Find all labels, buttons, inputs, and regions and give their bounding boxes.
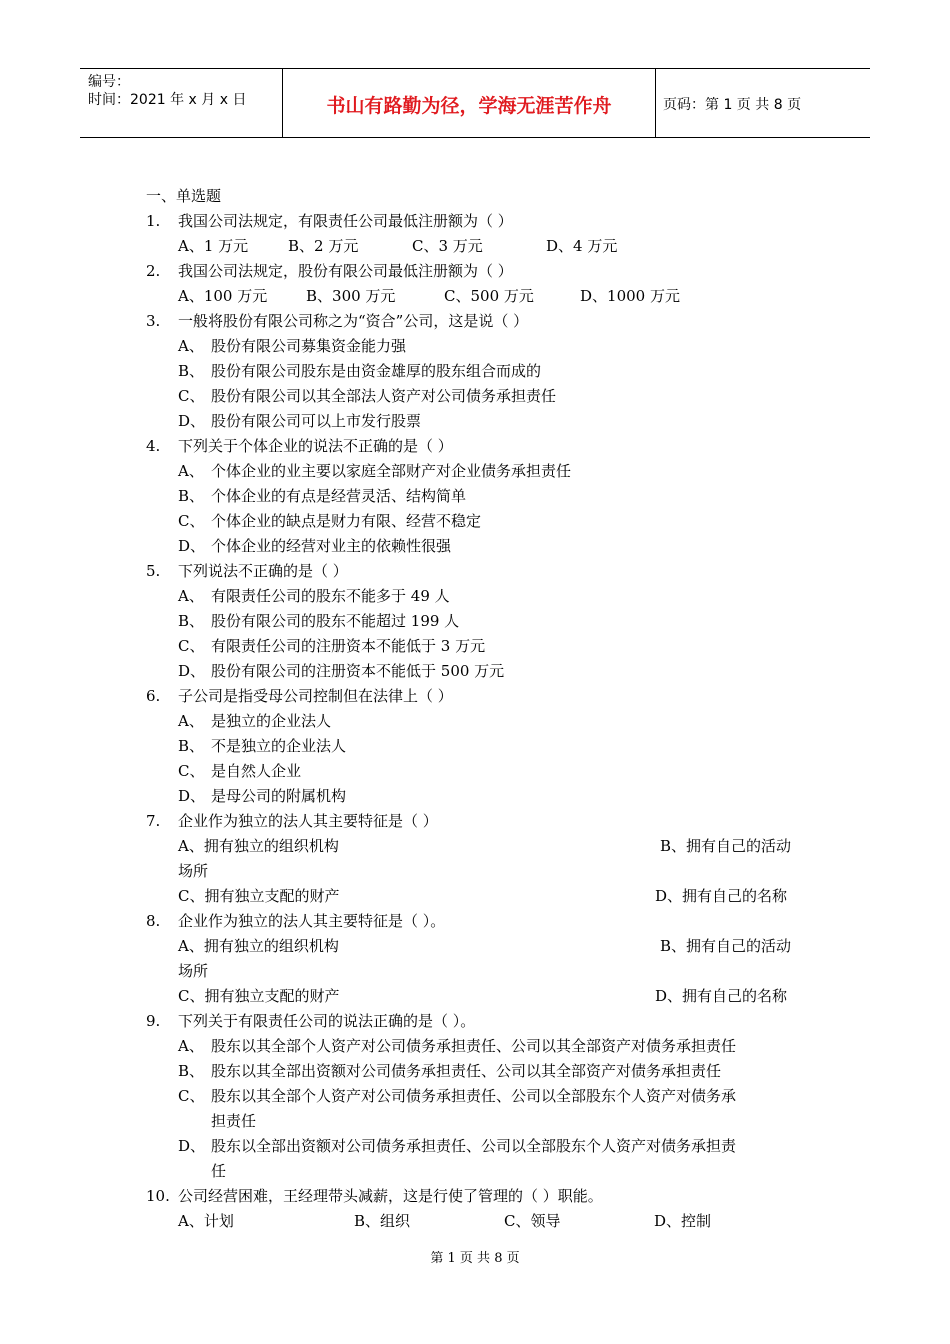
option-text: 股份有限公司募集资金能力强	[211, 337, 407, 355]
option-text: 个体企业的业主要以家庭全部财产对企业债务承担责任	[211, 462, 572, 480]
document-date: 时间：2021 年 x 月 x 日	[88, 92, 247, 108]
option-text: 股东以其全部个人资产对公司债务承担责任、公司以其全部资产对债务承担责任	[211, 1037, 737, 1055]
question-text: 企业作为独立的法人其主要特征是（ ）	[178, 812, 438, 830]
header-left-cell	[80, 69, 282, 137]
page-header	[80, 68, 870, 138]
option-text: 不是独立的企业法人	[211, 737, 347, 755]
option-text: 是独立的企业法人	[211, 712, 332, 730]
question-text: 下列关于个体企业的说法不正确的是（ ）	[178, 437, 453, 455]
option-text: 股份有限公司以其全部法人资产对公司债务承担责任	[211, 387, 557, 405]
option-inline: C、3 万元	[412, 237, 483, 255]
option-text: 是母公司的附属机构	[211, 787, 347, 805]
option-grid-item: A、拥有独立的组织机构	[178, 837, 339, 855]
question-text: 我国公司法规定，有限责任公司最低注册额为（ ）	[178, 212, 513, 230]
question-number: 1.	[146, 212, 161, 230]
option-label: C、	[178, 762, 205, 780]
option-label: A、	[178, 587, 204, 605]
question-number: 10.	[146, 1187, 170, 1205]
header-page-info: 页码：第 1 页 共 8 页	[663, 97, 802, 113]
option-text: 个体企业的缺点是财力有限、经营不稳定	[211, 512, 482, 530]
option-grid-item: D、拥有自己的名称	[655, 887, 788, 905]
option-label: B、	[178, 362, 205, 380]
option-label: B、	[178, 487, 205, 505]
option-text: 股东以其全部出资额对公司债务承担责任、公司以其全部资产对债务承担责任	[211, 1062, 722, 1080]
option-inline: D、4 万元	[546, 237, 618, 255]
question-number: 4.	[146, 437, 161, 455]
question-number: 2.	[146, 262, 161, 280]
option-text: 股东以其全部个人资产对公司债务承担责任、公司以全部股东个人资产对债务承	[211, 1087, 737, 1105]
option-grid-item: A、拥有独立的组织机构	[178, 937, 339, 955]
option-inline: B、组织	[354, 1212, 411, 1230]
option-label: B、	[178, 737, 205, 755]
option-label: C、	[178, 512, 205, 530]
option-grid-item: B、拥有自己的活动	[660, 937, 792, 955]
option-grid-item: 场所	[178, 862, 209, 880]
header-motto: 书山有路勤为径，学海无涯苦作舟	[326, 95, 612, 117]
option-label: A、	[178, 1037, 204, 1055]
option-inline: A、1 万元	[178, 237, 249, 255]
question-text: 下列说法不正确的是（ ）	[178, 562, 348, 580]
option-inline: D、1000 万元	[580, 287, 680, 305]
option-label: C、	[178, 637, 205, 655]
option-label: B、	[178, 1062, 205, 1080]
question-number: 7.	[146, 812, 161, 830]
option-text: 是自然人企业	[211, 762, 302, 780]
option-label: A、	[178, 462, 204, 480]
option-text-continued: 担责任	[211, 1112, 257, 1130]
option-text: 个体企业的经营对业主的依赖性很强	[211, 537, 452, 555]
option-label: D、	[178, 412, 206, 430]
question-text: 一般将股份有限公司称之为“资合”公司，这是说（ ）	[178, 312, 529, 330]
option-grid-item: C、拥有独立支配的财产	[178, 887, 340, 905]
option-inline: D、控制	[654, 1212, 712, 1230]
option-grid-item: B、拥有自己的活动	[660, 837, 792, 855]
option-label: A、	[178, 337, 204, 355]
option-grid-item: C、拥有独立支配的财产	[178, 987, 340, 1005]
option-text-continued: 任	[211, 1162, 227, 1180]
option-label: B、	[178, 612, 205, 630]
question-number: 6.	[146, 687, 161, 705]
option-inline: B、300 万元	[306, 287, 396, 305]
option-text: 股份有限公司可以上市发行股票	[211, 412, 422, 430]
option-text: 个体企业的有点是经营灵活、结构简单	[211, 487, 467, 505]
question-number: 5.	[146, 562, 161, 580]
question-text: 企业作为独立的法人其主要特征是（ ）。	[178, 912, 446, 930]
option-text: 有限责任公司的注册资本不能低于 3 万元	[211, 637, 486, 655]
header-right-cell	[655, 69, 870, 137]
option-grid-item: 场所	[178, 962, 209, 980]
option-grid-item: D、拥有自己的名称	[655, 987, 788, 1005]
option-text: 有限责任公司的股东不能多于 49 人	[211, 587, 450, 605]
option-text: 股份有限公司股东是由资金雄厚的股东组合而成的	[211, 362, 542, 380]
question-number: 9.	[146, 1012, 161, 1030]
option-label: C、	[178, 1087, 205, 1105]
option-label: C、	[178, 387, 205, 405]
option-text: 股份有限公司的股东不能超过 199 人	[211, 612, 460, 630]
option-label: D、	[178, 662, 206, 680]
section-title: 一、单选题	[146, 187, 222, 205]
page-footer: 第 1 页 共 8 页	[430, 1251, 520, 1266]
question-text: 下列关于有限责任公司的说法正确的是（ ）。	[178, 1012, 476, 1030]
option-label: D、	[178, 537, 206, 555]
option-text: 股份有限公司的注册资本不能低于 500 万元	[211, 662, 505, 680]
question-number: 8.	[146, 912, 161, 930]
option-inline: B、2 万元	[288, 237, 359, 255]
option-label: D、	[178, 1137, 206, 1155]
question-text: 子公司是指受母公司控制但在法律上（ ）	[178, 687, 453, 705]
option-inline: A、计划	[178, 1212, 234, 1230]
question-text: 我国公司法规定，股份有限公司最低注册额为（ ）	[178, 262, 513, 280]
question-number: 3.	[146, 312, 161, 330]
option-text: 股东以全部出资额对公司债务承担责任、公司以全部股东个人资产对债务承担责	[211, 1137, 737, 1155]
question-text: 公司经营困难，王经理带头减薪，这是行使了管理的（ ）职能。	[178, 1187, 603, 1205]
option-label: A、	[178, 712, 204, 730]
option-inline: A、100 万元	[178, 287, 268, 305]
header-middle-cell	[282, 69, 656, 137]
option-inline: C、领导	[504, 1212, 561, 1230]
option-inline: C、500 万元	[444, 287, 534, 305]
document-number-label: 编号：	[88, 74, 130, 90]
option-label: D、	[178, 787, 206, 805]
